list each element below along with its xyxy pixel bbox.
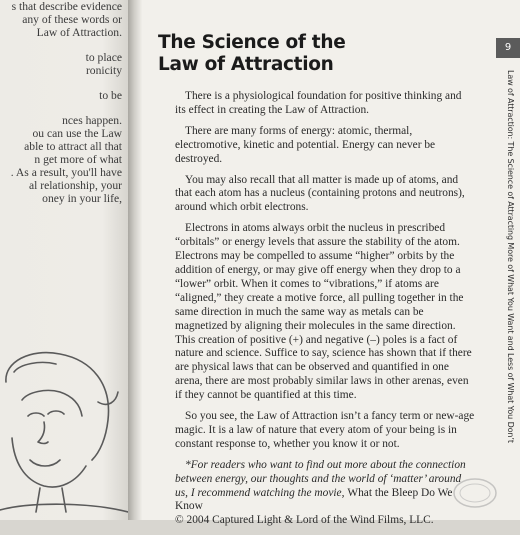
footnote-text: *For readers who want to find out more about the connection between energy, our thoughts and the world of ‘matter’ around us, I recommend watching the movie, xyxy=(175,458,466,499)
left-line: to be xyxy=(99,89,122,102)
paragraph: There is a physiological foundation for positive thinking and its effect in creating the Law of Attraction. xyxy=(175,90,462,116)
left-line-gap xyxy=(0,77,122,89)
left-line: any of these words or xyxy=(22,13,122,26)
chapter-title xyxy=(158,32,345,76)
watermark-stamp xyxy=(452,476,498,510)
left-line: ronicity xyxy=(85,64,122,77)
left-line-gap xyxy=(0,102,122,114)
footnote-copyright: © 2004 Captured Light & Lord of the Wind Films, LLC. xyxy=(175,514,434,527)
paragraph: You may also recall that all matter is made up of atoms, and that each atom has a nucleus (containing protons and neutrons), around which orbit electrons. xyxy=(175,173,465,214)
left-line: able to attract all that xyxy=(24,140,122,153)
left-line: n get more of what xyxy=(34,153,122,166)
left-line: nces happen. xyxy=(62,114,122,127)
chapter-title-line: Law of Attraction xyxy=(158,54,334,75)
footnote-film-title: What the Bleep Do We Know xyxy=(175,486,453,513)
paragraph: Electrons in atoms always orbit the nucleus in prescribed “orbitals” or energy levels that assure the stability of the atom. Electrons may be compelled to assume “higher” orbits by the addition of energy, or may give off energy when they drop to a “lower” orbit. When it comes to “vibrations,” if atoms are “aligned,” they create a motive force, all pulling together in the same direction in much the same way as metals can be magnetized by aligning their molecules in the same direction. This creation of positive (+) and negative (–) poles is a fact of nature and science. Suffice to say, science has shown that if there are physical laws that can be observed and quantified in one arena, there are most probably similar laws in other arenas, even if they cannot be quantified at this time. xyxy=(175,222,472,402)
left-page-text xyxy=(0,0,122,205)
footnote xyxy=(175,459,475,529)
page-number-tab: 9 xyxy=(496,38,520,58)
left-line: ou can use the Law xyxy=(32,127,122,140)
left-line: . As a result, you'll have xyxy=(10,166,122,179)
left-line-gap xyxy=(0,39,122,51)
right-page xyxy=(142,0,520,527)
left-page xyxy=(0,0,128,520)
paragraph: So you see, the Law of Attraction isn’t a fancy term or new-age magic. It is a law of nature that every atom of your being is in constant response to, whether you know it or not. xyxy=(175,410,475,450)
left-line: to place xyxy=(85,51,122,64)
running-header-text: Law of Attraction: The Science of Attracting More of What You Want and Less of What You Don’t xyxy=(506,70,515,443)
book-gutter xyxy=(128,0,142,520)
running-header xyxy=(504,70,516,443)
left-line: s that describe evidence xyxy=(11,0,122,13)
paragraph: There are many forms of energy: atomic, thermal, electromotive, kinetic and potential. Energy can never be destroyed. xyxy=(175,124,436,165)
woman-line-drawing xyxy=(0,342,128,520)
chapter-title-line: The Science of the xyxy=(158,32,346,53)
left-line: oney in your life, xyxy=(42,192,122,205)
body-text xyxy=(175,90,475,535)
left-line: al relationship, your xyxy=(28,179,122,192)
left-line: Law of Attraction. xyxy=(36,26,122,39)
